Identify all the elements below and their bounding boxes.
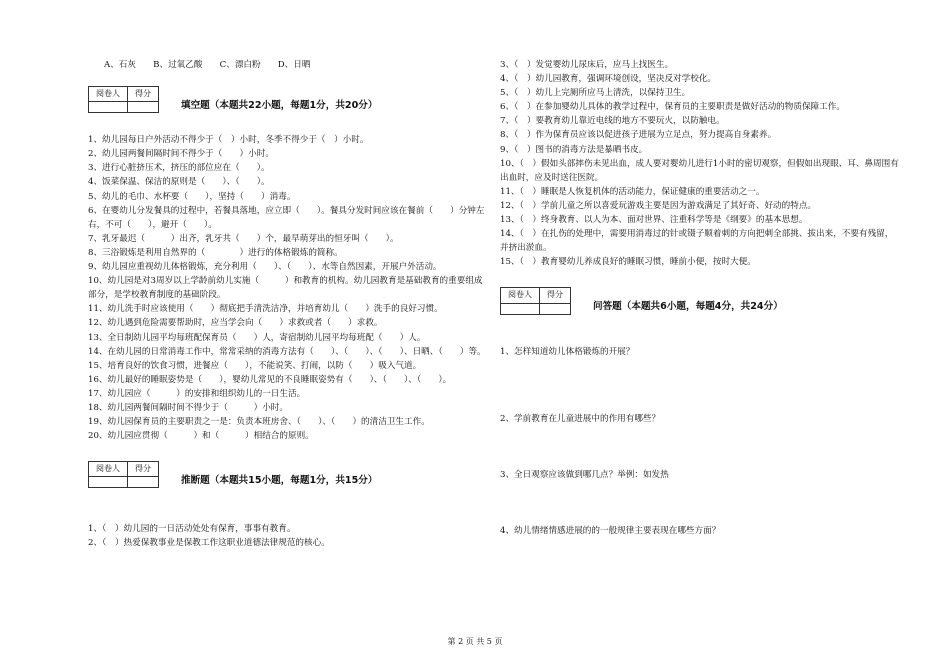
qa-item: 1、怎样知道幼儿体格锻炼的开展？ — [500, 346, 635, 357]
qa-item: 2、学前教育在儿童进展中的作用有哪些？ — [500, 413, 661, 424]
judge-items-left — [88, 522, 488, 550]
judge-section-header — [88, 461, 488, 488]
fill-item: 7、乳牙最迟（ ）出齐，乳牙共（ ）个，最早萌芽出的恒牙叫（ ）。 — [88, 233, 399, 244]
fill-item: 6、在婴幼儿分发餐具的过程中，若餐具落地，应立即（ ）。餐具分发时间应该在餐前（ ）分钟左右，不可（ ），避开（ ）。 — [88, 205, 485, 230]
score-label: 得分 — [540, 288, 571, 303]
score-box — [500, 287, 571, 314]
judge-item: 2、（ ）热爱保教事业是保教工作这职业道德法律规范的核心。 — [88, 538, 330, 549]
fill-items — [88, 133, 488, 443]
fill-item: 5、幼儿的毛巾、水杯要（ ），坚持（ ）消毒。 — [88, 191, 296, 202]
qa-section-title: 问答题（本题共6小题，每题4分，共24分） — [593, 301, 783, 313]
fill-item: 18、幼儿园两餐间隔时间不得少于（ ）小时。 — [88, 402, 288, 413]
score-label: 得分 — [128, 87, 159, 102]
judge-item: 1、（ ）幼儿园的一日活动处处有保育，事事有教育。 — [88, 524, 296, 535]
fill-item: 20、幼儿园应贯彻（ ）和（ ）相结合的原则。 — [88, 431, 314, 442]
judge-item: 10、（ ）假如头部摔伤未见出血，成人要对婴幼儿进行1小时的密切观察，但假如出现眼、耳、鼻周围有出血时，应及时送往医院。 — [500, 158, 899, 183]
reviewer-cell[interactable] — [501, 303, 540, 314]
score-cell[interactable] — [128, 102, 159, 113]
reviewer-label: 阅卷人 — [89, 462, 128, 477]
score-box — [88, 86, 159, 113]
fill-item: 4、饭菜保温、保洁的原则是（ ）、（ ）。 — [88, 177, 270, 188]
reviewer-cell[interactable] — [89, 477, 128, 488]
score-cell[interactable] — [540, 303, 571, 314]
judge-item: 5、（ ）幼儿上完厕所应马上清洗，以保持卫生。 — [500, 88, 691, 99]
judge-item: 7、（ ）要教育幼儿靠近电线的地方不要玩火，以防触电。 — [500, 116, 725, 127]
options-line: A、石灰 B、过氧乙酸 C、漂白粉 D、日晒 — [104, 60, 311, 70]
right-column — [500, 58, 900, 538]
score-cell[interactable] — [128, 477, 159, 488]
judge-items-right — [500, 58, 900, 269]
fill-item: 9、幼儿园应重视幼儿体格锻炼，充分利用（ ）、（ ）、水等自然因素，开展户外活动。 — [88, 262, 442, 273]
judge-item: 9、（ ）图书的消毒方法是暴晒书皮。 — [500, 144, 648, 155]
judge-item: 12、（ ）学前儿童之所以喜爱玩游戏主要是因为游戏满足了其好奇、好动的特点。 — [500, 200, 817, 211]
fill-item: 10、幼儿园是对3周岁以上学龄前幼儿实施（ ）和教育的机构。幼儿园教育是基础教育的重要组成部分，是学校教育制度的基础阶段。 — [88, 276, 483, 301]
score-label: 得分 — [128, 462, 159, 477]
fill-item: 12、幼儿遇到危险需要帮助时，应当学会向（ ）求救或者（ ）求救。 — [88, 318, 383, 329]
qa-item: 3、全日观察应该做到哪几点？举例：如发热 — [500, 469, 669, 480]
judge-item: 4、（ ）幼儿园教育，强调环境创设，坚决反对学校化。 — [500, 74, 717, 85]
reviewer-label: 阅卷人 — [89, 87, 128, 102]
reviewer-cell[interactable] — [89, 102, 128, 113]
judge-item: 15、（ ）教育婴幼儿养成良好的睡眠习惯，睡前小便，按时大便。 — [500, 257, 756, 268]
fill-item: 3、进行心脏挤压术，挤压的部位应在（ ）。 — [88, 163, 270, 174]
qa-section-header — [500, 287, 900, 314]
fill-item: 17、幼儿园应（ ）的安排和组织幼儿的一日生活。 — [88, 388, 306, 399]
fill-item: 13、全日制幼儿园平均每班配保育员（ ）人，寄宿制幼儿园平均每班配（ ）人。 — [88, 332, 426, 343]
fill-item: 2、幼儿园两餐间隔时间不得少于（ ）小时。 — [88, 149, 274, 160]
fill-item: 14、在幼儿园的日常消毒工作中，常常采纳的消毒方法有（ ）、（ ）、（ ）、日晒、（ ）等。 — [88, 346, 486, 357]
judge-section-title: 推断题（本题共15小题，每题1分，共15分） — [181, 475, 378, 487]
judge-item: 8、（ ）作为保育员应该以促进孩子进展为立足点，努力提高自身素养。 — [500, 130, 777, 141]
judge-item: 13、（ ）终身教育、以人为本、面对世界、注重科学等是《纲要》的基本思想。 — [500, 215, 808, 226]
fill-item: 1、幼儿园每日户外活动不得少于（ ）小时，冬季不得少于（ ）小时。 — [88, 135, 369, 146]
qa-item: 4、幼儿情绪情感进展的的一般规律主要表现在哪些方面？ — [500, 525, 721, 536]
fill-item: 19、幼儿园保育员的主要职责之一是：负责本班房舍、（ ）、（ ）的清洁卫生工作。 — [88, 417, 430, 428]
left-column — [88, 58, 488, 551]
page-footer: 第 2 页 共 5 页 — [447, 637, 503, 646]
fill-section-header — [88, 86, 488, 113]
qa-items — [500, 345, 900, 538]
judge-item: 6、（ ）在参加婴幼儿具体的教学过程中，保育员的主要职责是做好活动的物质保障工作。 — [500, 102, 845, 113]
fill-item: 15、培育良好的饮食习惯，进餐应（ ），不能说笑、打闹，以防（ ）吸入气道。 — [88, 360, 422, 371]
fill-item: 8、三浴锻炼是利用自然界的（ ）进行的体格锻炼的简称。 — [88, 247, 343, 258]
fill-section-title: 填空题（本题共22小题，每题1分，共20分） — [181, 100, 378, 112]
fill-item: 16、幼儿最好的睡眠姿势是（ ），婴幼儿常见的不良睡眠姿势有（ ）、（ ）、（ ）。 — [88, 374, 452, 385]
judge-item: 11、（ ）睡眠是人恢复机体的活动能力，保证健康的重要活动之一。 — [500, 186, 765, 197]
score-box — [88, 461, 159, 488]
reviewer-label: 阅卷人 — [501, 288, 540, 303]
judge-item: 14、（ ）在扎伤的处理中，需要用消毒过的针或镊子顺着刺的方向把刺全部挑、拔出来，不要有残留，并挤出淤血。 — [500, 229, 894, 254]
judge-item: 3、（ ）发觉婴幼儿尿床后，应马上找医生。 — [500, 60, 674, 70]
fill-item: 11、幼儿洗手时应该使用（ ）彻底把手清洗洁净，并培育幼儿（ ）洗手的良好习惯。 — [88, 304, 443, 315]
